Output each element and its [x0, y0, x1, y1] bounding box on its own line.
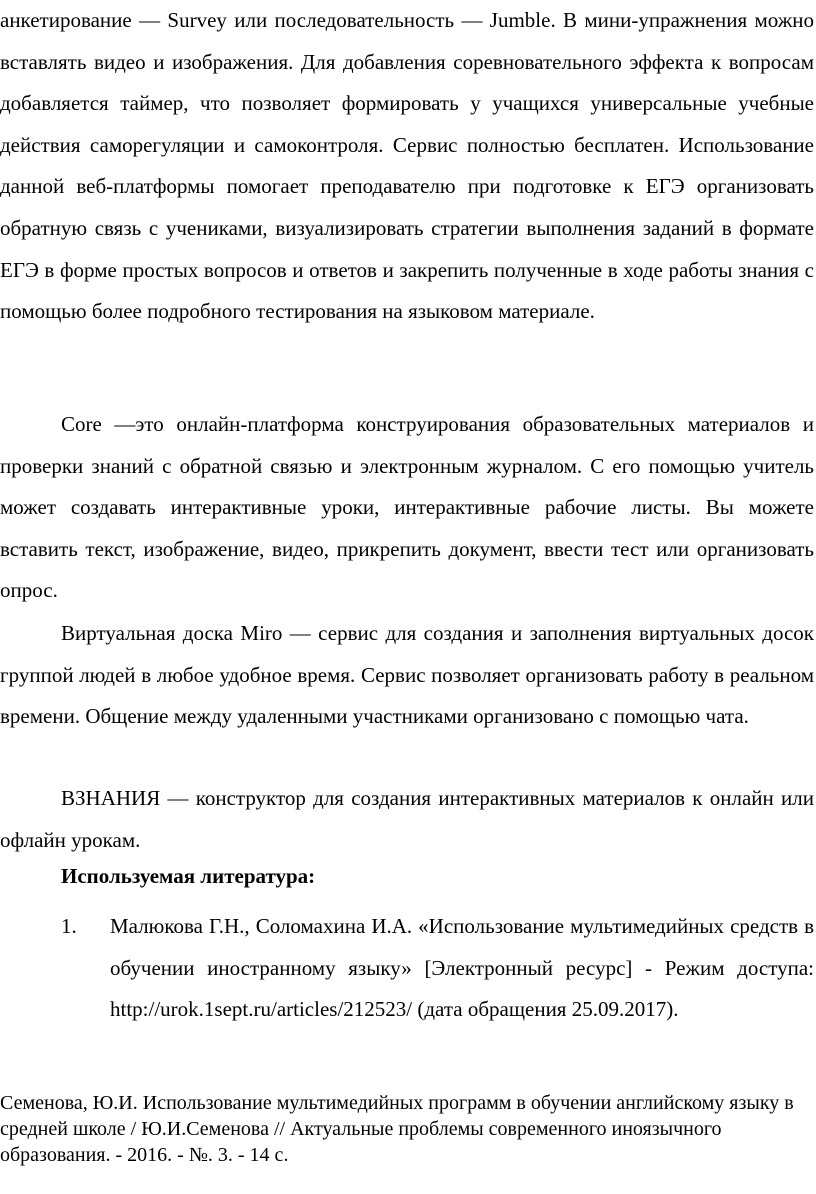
paragraph-miro: Виртуальная доска Miro — сервис для создания и заполнения виртуальных досок группой людей в любое удобное время. Сервис позволяет организовать работу в реальном времени. Общение между удаленными участниками организовано с помощью чата. [0, 621, 814, 729]
literature-item-text: Малюкова Г.Н., Соломахина И.А. «Использование мультимедийных средств в обучении иностранному языку» [Электронный ресурс] - Режим доступа: http://urok.1sept.ru/articles/212523/ (дата обращения 25.09.2017). [110, 914, 814, 1022]
literature-heading: Используемая литература: [61, 864, 316, 888]
literature-item-number: 1. [61, 914, 77, 938]
paragraph-quizizz-continued: анкетирование — Survey или последовательность — Jumble. В мини-упражнения можно вставлять видео и изображения. Для добавления соревновательного эффекта к вопросам добавляется таймер, что позволяет формировать у учащихся универсальные учебные действия саморегуляции и самоконтроля. Сервис полностью бесплатен. Использование данной веб-платформы помогает преподавателю при подготовке к ЕГЭ организовать обратную связь с учениками, визуализировать стратегии выполнения заданий в формате ЕГЭ в форме простых вопросов и ответов и закрепить полученные в ходе работы знания с помощью более подробного тестирования на языковом материале. [0, 8, 814, 324]
footer-reference: Семенова, Ю.И. Использование мультимедийных программ в обучении английскому языку в средней школе / Ю.И.Семенова // Актуальные проблемы современного иноязычного образования. - 2016. - №. 3. - 14 с. [0, 1092, 794, 1166]
paragraph-vznaniya: ВЗНАНИЯ — конструктор для создания интерактивных материалов к онлайн или офлайн урокам. [0, 786, 814, 852]
paragraph-core: Core —это онлайн-платформа конструирования образовательных материалов и проверки знаний с обратной связью и электронным журналом. С его помощью учитель может создавать интерактивные уроки, интерактивные рабочие листы. Вы можете вставить текст, изображение, видео, прикрепить документ, ввести тест или организовать опрос. [0, 412, 814, 603]
